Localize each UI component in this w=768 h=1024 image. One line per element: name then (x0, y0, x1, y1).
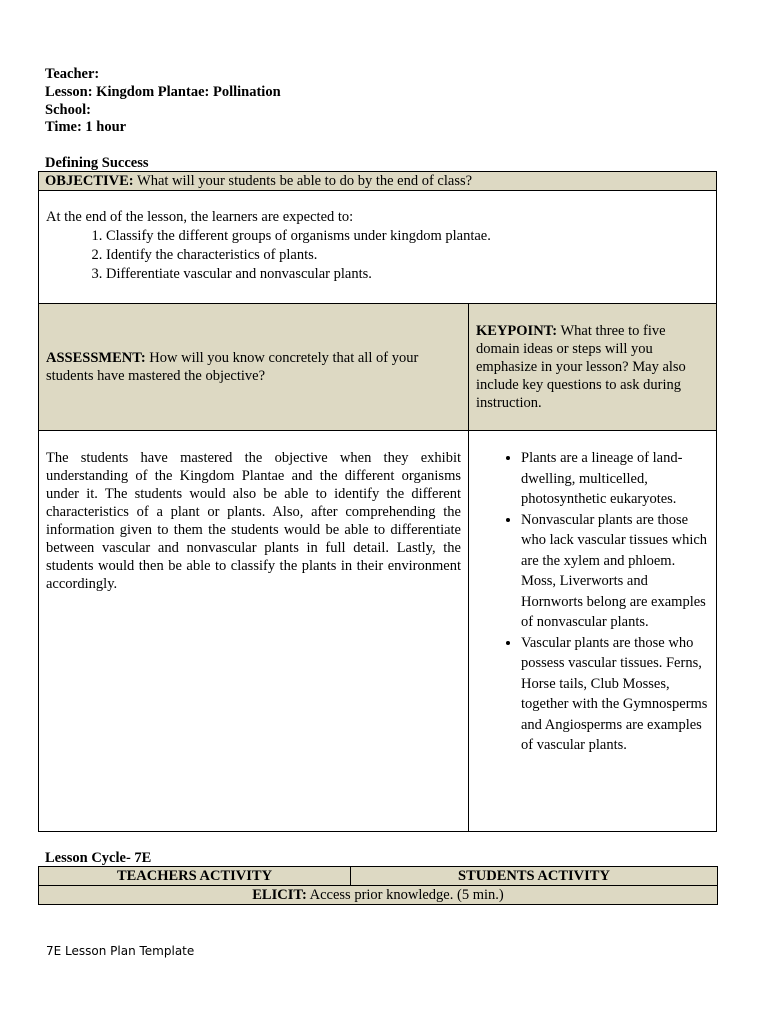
lesson-title: Lesson: Kingdom Plantae: Pollination (45, 84, 281, 100)
objective-label: OBJECTIVE: (45, 173, 134, 189)
keypoint-item: • Plants are a lineage of land-dwelling, multicelled, photosynthetic eukaryotes. (521, 448, 710, 510)
objective-list (46, 227, 710, 284)
assessment-answer-cell (38, 430, 469, 832)
objective-question: What will your students be able to do by the end of class? (137, 173, 473, 189)
keypoint-bullets-cell (468, 430, 717, 832)
objective-item: 1. Classify the different groups of organisms under kingdom plantae. (106, 227, 710, 246)
assessment-label: ASSESSMENT: (46, 350, 146, 366)
objective-body (38, 190, 717, 304)
objective-header (38, 171, 717, 191)
keypoint-question: What three to five domain ideas or steps will you emphasize in your lesson? May also include key questions to ask during instruction. (476, 323, 686, 411)
objective-item: 2. Identify the characteristics of plants. (106, 246, 710, 265)
assessment-header (38, 303, 469, 431)
objective-intro: At the end of the lesson, the learners are expected to: (46, 209, 354, 225)
keypoint-header (468, 303, 717, 431)
keypoint-label: KEYPOINT: (476, 323, 558, 339)
teachers-activity-header: TEACHERS ACTIVITY (38, 866, 351, 886)
students-activity-header: STUDENTS ACTIVITY (350, 866, 718, 886)
keypoint-item: • Vascular plants are those who possess vascular tissues. Ferns, Horse tails, Club Mosses, together with the Gymnosperms and Angiosperms are examples of vascular plants. (521, 633, 710, 756)
time-label: Time: 1 hour (45, 119, 127, 135)
footer-text: 7E Lesson Plan Template (46, 944, 195, 958)
keypoint-item: • Nonvascular plants are those who lack vascular tissues which are the xylem and phloem. Moss, Liverworts and Hornworts belong are examples of nonvascular plants. (521, 510, 710, 633)
assessment-answer: The students have mastered the objective when they exhibit understanding of the Kingdom Plantae and the different organisms under it. The students would also be able to identify the different characteristics of a plant or plants. Also, after comprehending the information given to them the students would be able to differentiate between vascular and nonvascular plants in full detail. Lastly, the students would then be able to classify the plants in their environment accordingly. (46, 450, 461, 592)
school-label: School: (45, 102, 91, 118)
elicit-row (38, 885, 718, 905)
elicit-text: Access prior knowledge. (5 min.) (309, 886, 504, 903)
objective-item: 3. Differentiate vascular and nonvascular plants. (106, 265, 710, 284)
elicit-label: ELICIT: (252, 886, 307, 903)
assessment-question: How will you know concretely that all of your students have mastered the objective? (46, 350, 419, 384)
teacher-label: Teacher: (45, 66, 100, 82)
defining-success-heading: Defining Success (45, 155, 149, 171)
keypoint-list (473, 448, 710, 756)
lesson-cycle-title: Lesson Cycle- 7E (45, 850, 152, 866)
